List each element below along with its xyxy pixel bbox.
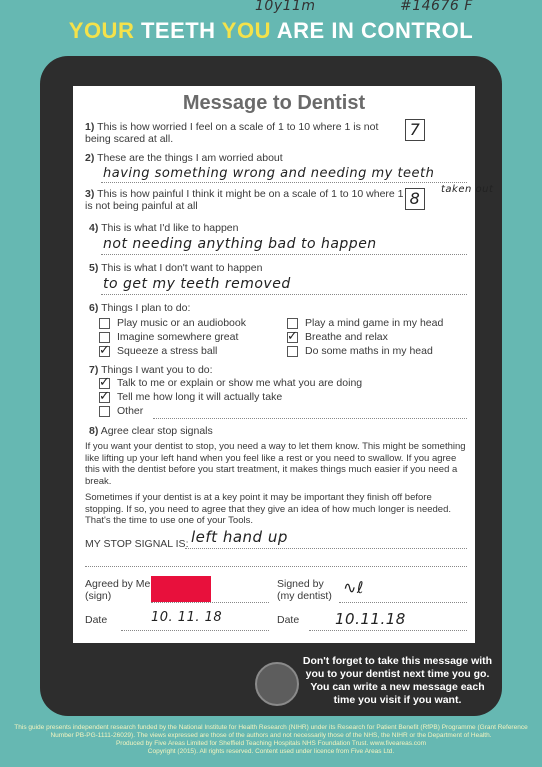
stop-signal-line xyxy=(185,548,467,549)
option-label: Tell me how long it will actually take xyxy=(117,391,283,403)
checkmark-icon: ✓ xyxy=(99,342,110,357)
stop-signal-line-2 xyxy=(85,566,467,567)
redacted-signature xyxy=(151,576,211,602)
signed-by-label: Signed by (my dentist) xyxy=(277,578,332,602)
question-8-number: 8) xyxy=(89,425,99,437)
option-label: Imagine somewhere great xyxy=(117,331,239,343)
signature-line xyxy=(339,602,467,603)
dont-want-answer: to get my teeth removed xyxy=(103,276,291,292)
question-4 xyxy=(89,222,239,234)
question-2 xyxy=(85,152,283,164)
question-5-number: 5) xyxy=(89,262,99,274)
footer-line-2: Produced by Five Areas Limited for Sheffield Teaching Hospitals NHS Foundation Trust. www.fiveareas.com xyxy=(115,740,427,747)
option-label: Other xyxy=(117,405,144,417)
banner-word-you: YOU xyxy=(221,18,271,43)
date-line xyxy=(309,630,467,631)
signature-line xyxy=(151,602,269,603)
footer-credits xyxy=(10,724,532,756)
question-3 xyxy=(85,188,405,212)
question-6 xyxy=(89,302,190,314)
date-dentist-value: 10.11.18 xyxy=(335,610,406,628)
option-label: Play a mind game in my head xyxy=(305,317,444,329)
option-label: Squeeze a stress ball xyxy=(117,345,218,357)
date-label: Date xyxy=(85,614,108,626)
question-5-text: This is what I don't want to happen xyxy=(101,262,263,274)
question-1-number: 1) xyxy=(85,121,95,133)
other-answer-line xyxy=(153,418,467,419)
handwritten-age-note: 10y11m xyxy=(255,0,316,14)
footer-line-1: This guide presents independent research funded by the National Institute for Health Research (NIHR) under its Research for Patient Benefit (RfPB) Programme (Grant Reference Number PB-PG-1111-26029). The views expressed are those of the authors and not necessarily those of the NHS, the NIHR or the Department of Health. xyxy=(14,724,528,739)
question-7-number: 7) xyxy=(89,364,99,376)
question-6-text: Things I plan to do: xyxy=(101,302,191,314)
checkmark-icon: ✓ xyxy=(99,388,110,403)
question-1-text: This is how worried I feel on a scale of 1 to 10 where 1 is not being scared at all. xyxy=(85,121,379,145)
worry-score-value: 7 xyxy=(409,120,421,139)
stop-signal-paragraph-2: Sometimes if your dentist is at a key point it may be important they finish off before stopping. If so, you need to agree that they give an idea of how much longer is needed. That's the time to use one of your Tools. xyxy=(85,492,451,526)
checkbox-other[interactable] xyxy=(99,406,110,417)
handwritten-id-note: #14676 F xyxy=(400,0,473,14)
answer-line xyxy=(101,182,467,183)
question-8-text: Agree clear stop signals xyxy=(100,425,213,437)
banner-words-rest: ARE IN CONTROL xyxy=(276,18,474,43)
question-2-number: 2) xyxy=(85,152,95,164)
answer-line xyxy=(101,294,467,295)
checkmark-icon: ✓ xyxy=(287,328,298,343)
banner-title xyxy=(0,18,542,44)
option-label: Play music or an audiobook xyxy=(117,317,246,329)
date-me-value: 10. 11. 18 xyxy=(151,610,223,625)
question-3-number: 3) xyxy=(85,188,95,200)
question-1 xyxy=(85,121,395,145)
checkmark-icon: ✓ xyxy=(99,374,110,389)
worries-answer: having something wrong and needing my teeth xyxy=(103,166,435,181)
stop-signal-answer: left hand up xyxy=(191,528,288,546)
question-5 xyxy=(89,262,262,274)
question-4-number: 4) xyxy=(89,222,99,234)
option-label: Breathe and relax xyxy=(305,331,388,343)
question-7-text: Things I want you to do: xyxy=(101,364,213,376)
question-2-text: These are the things I am worried about xyxy=(97,152,283,164)
dentist-signature-icon: ∿ℓ xyxy=(343,578,365,597)
reminder-text: Don't forget to take this message with you to your dentist next time you go. You can write a new message each time you visit if you want. xyxy=(302,655,493,706)
message-form xyxy=(73,86,494,643)
question-8 xyxy=(89,425,213,437)
checkbox-maths[interactable] xyxy=(287,346,298,357)
pain-score-value: 8 xyxy=(409,189,421,208)
option-label: Talk to me or explain or show me what you are doing xyxy=(117,377,363,389)
answer-line xyxy=(101,254,467,255)
home-button-icon xyxy=(255,662,299,706)
wish-answer: not needing anything bad to happen xyxy=(103,236,377,252)
question-4-text: This is what I'd like to happen xyxy=(101,222,239,234)
banner-word-teeth: TEETH xyxy=(140,18,216,43)
footer-line-3: Copyright (2015). All rights reserved. Content used under licence from Five Areas Ltd. xyxy=(147,748,395,755)
banner-word-your: YOUR xyxy=(68,18,135,43)
worries-answer-continued: taken out xyxy=(441,184,494,195)
form-title: Message to Dentist xyxy=(182,92,366,114)
question-6-number: 6) xyxy=(89,302,99,314)
stop-signal-paragraph-1: If you want your dentist to stop, you need a way to let them know. This might be something like lifting up your left hand when you feel like a rest or you need to swallow. If you agree this with the dentist before you start treatment, it makes things much easier if you need a break. xyxy=(85,441,466,487)
date-label: Date xyxy=(277,614,300,626)
stop-signal-label: MY STOP SIGNAL IS: xyxy=(85,538,189,550)
checkbox-play-music[interactable] xyxy=(99,318,110,329)
agreed-by-label: Agreed by Me (sign) xyxy=(85,578,151,602)
question-3-text: This is how painful I think it might be on a scale of 1 to 10 where 1 is not being painful at all xyxy=(85,188,404,212)
date-line xyxy=(121,630,269,631)
option-label: Do some maths in my head xyxy=(305,345,433,357)
